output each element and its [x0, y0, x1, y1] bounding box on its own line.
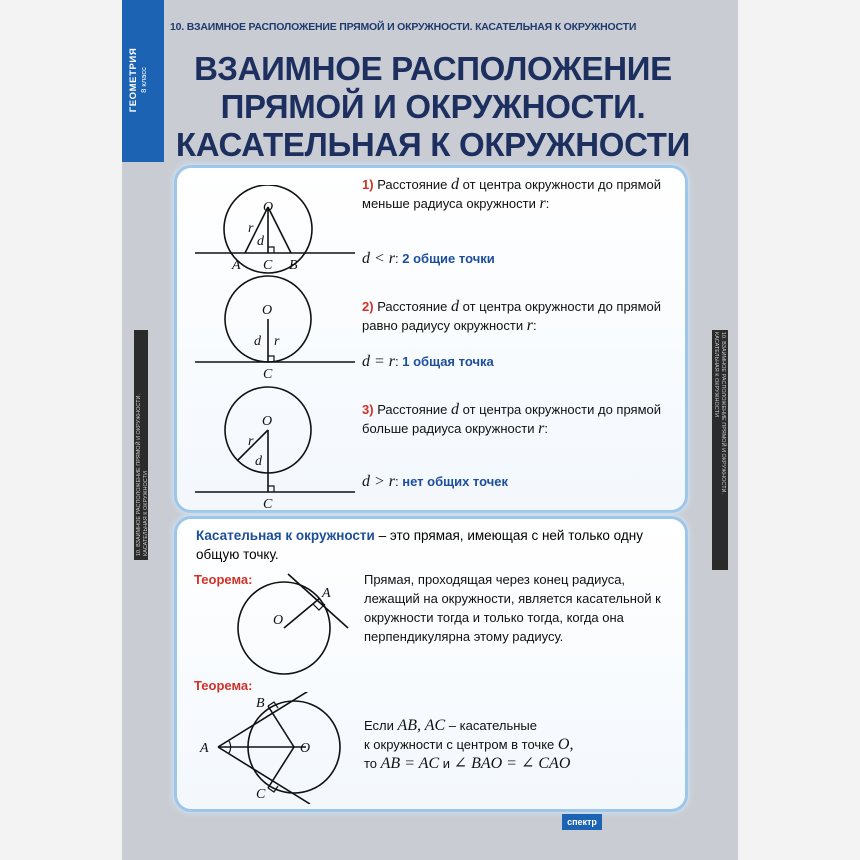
title-line-1: ВЗАИМНОЕ РАСПОЛОЖЕНИЕ [194, 50, 672, 87]
case3-text-b: от центра окружности до прямой больше радиуса окружности [362, 402, 662, 436]
theorem2-label: Теорема: [194, 678, 253, 693]
case1-label-d: d [257, 234, 264, 249]
theorem2-line1-post: – касательные [445, 718, 538, 733]
theorem1-diagram [230, 570, 360, 682]
case3-number: 3) [362, 402, 374, 417]
case3-label-r: r [248, 434, 254, 449]
theorem1-label-o: O [273, 613, 284, 628]
left-strip-text [136, 394, 150, 556]
case1-answer-text: 2 общие точки [402, 251, 495, 266]
theorem1-text: Прямая, проходящая через конец радиуса, лежащий на окружности, является касательной к окружности тогда и только тогда, когда она перпендикулярна этому радиусу. [364, 572, 661, 644]
case1-var-d: d [451, 176, 460, 193]
title-line-2: ПРЯМОЙ И ОКРУЖНОСТИ. [220, 88, 646, 125]
case1-text-a: Расстояние [377, 177, 448, 192]
case1-label-a: A [232, 258, 241, 273]
case2-diagram [195, 276, 355, 362]
theorem2-line2-pre: к окружности с центром в точке [364, 737, 558, 752]
case3-labels [248, 414, 273, 512]
case2-labels [254, 303, 280, 382]
case1-relation: d < r [362, 250, 396, 267]
theorem1-label-a: A [322, 586, 331, 601]
case2-text-b: от центра окружности до прямой равно радиусу окружности [362, 299, 662, 333]
case1-label-b: B [289, 258, 298, 273]
theorem2-text [364, 716, 674, 773]
case2-answer: d = r: 1 общая точка [362, 353, 494, 370]
top-header-bar [122, 14, 738, 38]
case1-diagram [195, 185, 355, 273]
case3-text-a: Расстояние [377, 402, 448, 417]
case1-label-r: r [248, 221, 254, 236]
left-side-strip [134, 330, 148, 560]
theorem2-line3-math1: AB = AC [380, 755, 440, 772]
case2-label-d: d [254, 334, 261, 349]
case3-var-d: d [451, 401, 460, 418]
case2-text-a: Расстояние [377, 299, 448, 314]
left-strip-line2: КАСАТЕЛЬНАЯ К ОКРУЖНОСТИ [143, 471, 149, 556]
theorem2-line3-pre: то [364, 756, 381, 771]
case3-diagram [195, 387, 355, 492]
right-side-strip [712, 330, 728, 570]
case2-label-r: r [274, 334, 280, 349]
case1-var-r: r [539, 195, 546, 212]
case3-text [362, 400, 672, 438]
definition-term: Касательная к окружности [196, 528, 375, 543]
case3-answer-text: нет общих точек [402, 474, 509, 489]
publisher-logo: спектр [562, 814, 602, 830]
theorem2-label-c: C [256, 787, 266, 802]
publisher-footer [606, 814, 726, 836]
theorem2-line3 [364, 754, 674, 773]
theorem2-line1-math: AB, AC [397, 717, 446, 734]
tangent-definition [196, 526, 676, 564]
page-title [158, 50, 708, 164]
theorem2-line2 [364, 735, 674, 754]
case2-answer-text: 1 общая точка [402, 354, 494, 369]
case1-label-c: C [263, 258, 273, 273]
case1-number: 1) [362, 177, 374, 192]
case1-label-o: O [263, 200, 274, 215]
case1-text-b: от центра окружности до прямой меньше радиуса окружности [362, 177, 662, 211]
top-header-text: 10. ВЗАИМНОЕ РАСПОЛОЖЕНИЕ ПРЯМОЙ И ОКРУЖНОСТИ. КАСАТЕЛЬНАЯ К ОКРУЖНОСТИ [170, 21, 637, 33]
theorem2-line1 [364, 716, 674, 735]
case2-label-c: C [263, 367, 273, 382]
case1-colon: : [545, 196, 550, 211]
subject-tab-text [128, 10, 148, 150]
theorem2-line3-mid: и [439, 756, 454, 771]
case3-var-r: r [538, 420, 545, 437]
theorem2-label-o: O [300, 741, 311, 756]
case2-text [362, 297, 672, 335]
grade-label: 8 класс [139, 67, 148, 93]
theorem1-label: Теорема: [194, 572, 253, 587]
case2-var-d: d [451, 298, 460, 315]
cases-diagrams [190, 185, 360, 515]
case1-labels [231, 200, 298, 273]
definition-rest: – это прямая, имеющая с ней только одну общую точку. [196, 528, 643, 562]
case3-label-c: C [263, 497, 273, 512]
theorem2-line2-math: O, [557, 736, 574, 753]
theorem2-line3-math2: ∠ BAO = ∠ CAO [453, 755, 571, 772]
theorem2-label-a: A [200, 741, 209, 756]
case2-colon: : [533, 318, 537, 333]
right-strip-line2: КАСАТЕЛЬНАЯ К ОКРУЖНОСТИ [713, 332, 719, 417]
case2-var-r: r [526, 317, 533, 334]
theorem2-line1-pre: Если [364, 718, 398, 733]
title-line-3: КАСАТЕЛЬНАЯ К ОКРУЖНОСТИ [175, 126, 691, 163]
case1-answer: d < r: 2 общие точки [362, 250, 495, 267]
right-strip-line1: 10. ВЗАИМНОЕ РАСПОЛОЖЕНИЕ ПРЯМОЙ И ОКРУЖНОСТИ. [720, 332, 726, 495]
theorem2-diagram [196, 692, 356, 804]
left-strip-line1: 10. ВЗАИМНОЕ РАСПОЛОЖЕНИЕ ПРЯМОЙ И ОКРУЖНОСТИ. [136, 393, 142, 556]
theorem2-label-b: B [256, 696, 265, 711]
case1-text [362, 175, 672, 213]
case3-label-o: O [262, 414, 273, 429]
case3-answer: d > r: нет общих точек [362, 473, 509, 490]
case2-label-o: O [262, 303, 273, 318]
right-strip-text [712, 332, 726, 494]
case2-relation: d = r [362, 353, 396, 370]
case3-relation: d > r [362, 473, 396, 490]
subject-label: ГЕОМЕТРИЯ [128, 47, 139, 113]
case2-number: 2) [362, 299, 374, 314]
case3-colon: : [544, 421, 548, 436]
case3-label-d: d [255, 454, 262, 469]
